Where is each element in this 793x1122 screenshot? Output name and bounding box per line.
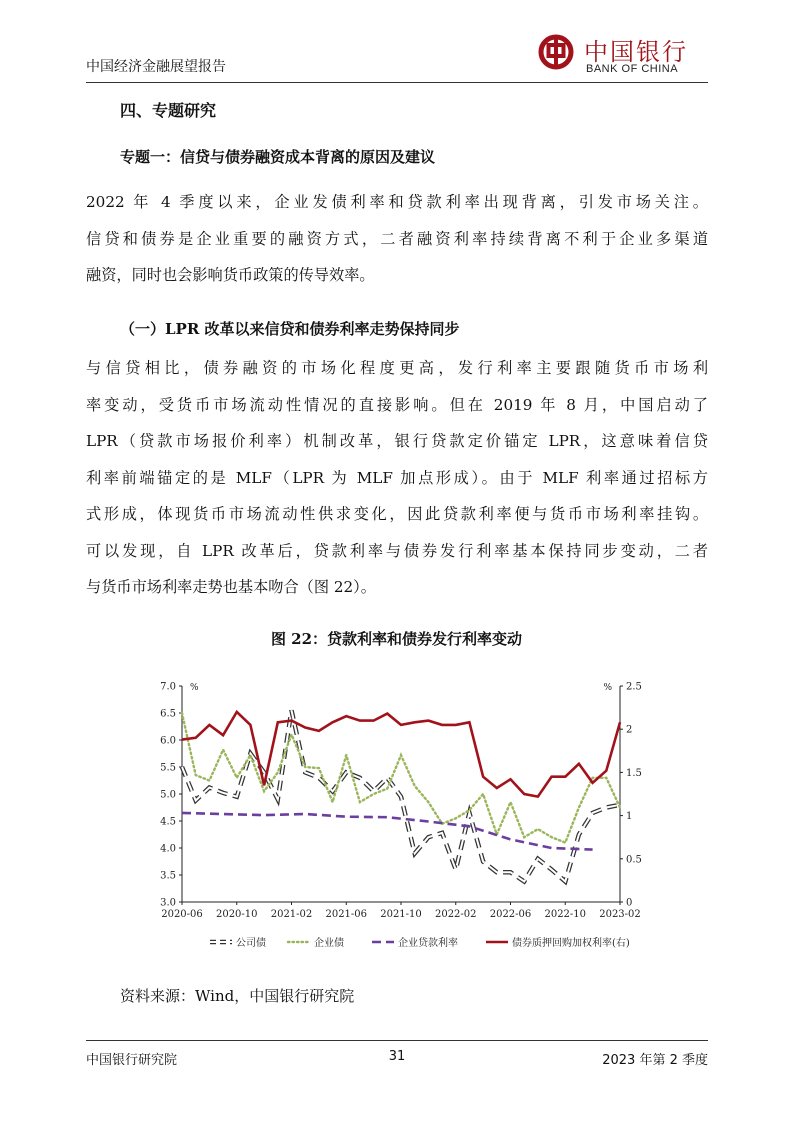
right-tick-label: 2.5 <box>626 681 642 693</box>
paragraph-line: 2022 年 4 季度以来，企业发债利率和贷款利率出现背离，引发市场关注。 <box>86 193 708 211</box>
right-tick-label: 1 <box>626 811 633 823</box>
left-tick-label: 5.5 <box>160 762 176 774</box>
figure-source: 资料来源：Wind，中国银行研究院 <box>120 987 355 1005</box>
left-tick-label: 7.0 <box>160 681 176 693</box>
x-tick-label: 2021-02 <box>270 909 313 920</box>
page-number: 31 <box>388 1049 406 1064</box>
x-tick-label: 2022-02 <box>434 909 477 920</box>
section-heading: 四、专题研究 <box>120 101 217 120</box>
paragraph-line: 与货币市场利率走势也基本吻合（图 22）。 <box>86 578 376 596</box>
bank-logo-icon <box>538 34 574 70</box>
series-line-0 <box>182 710 620 881</box>
topic-title: 专题一：信贷与债券融资成本背离的原因及建议 <box>120 148 436 166</box>
paragraph-line: 信贷和债券是企业重要的融资方式，二者融资利率持续背离不利于企业多渠道 <box>86 229 708 248</box>
page-header <box>86 30 708 83</box>
subsection-title: （一）LPR 改革以来信贷和债券利率走势保持同步 <box>120 320 460 338</box>
x-tick-label: 2020-10 <box>215 909 258 920</box>
left-tick-label: 6.5 <box>160 708 176 720</box>
series-line-2 <box>182 813 593 850</box>
paragraph-line: 融资，同时也会影响货币政策的传导效率。 <box>86 266 375 284</box>
x-tick-label: 2020-06 <box>161 909 203 920</box>
footer-institute: 中国银行研究院 <box>86 1053 178 1068</box>
right-tick-label: 0 <box>626 897 633 909</box>
left-unit-label: % <box>190 683 199 693</box>
x-tick-label: 2021-06 <box>325 909 368 920</box>
x-tick-label: 2022-06 <box>489 909 532 920</box>
figure-title: 图 22：贷款利率和债券发行利率变动 <box>270 630 523 648</box>
legend-label: 企业债 <box>314 938 344 949</box>
body-paragraph <box>86 350 708 606</box>
intro-paragraph <box>86 184 708 294</box>
legend-label: 公司债 <box>236 938 266 949</box>
right-tick-label: 2 <box>626 724 633 736</box>
x-tick-label: 2022-10 <box>544 909 587 920</box>
paragraph-line: 式形成，体现货币市场流动性供求变化，因此贷款利率便与货币市场利率挂钩。 <box>86 505 708 523</box>
left-tick-label: 4.5 <box>160 816 176 828</box>
right-tick-label: 0.5 <box>626 854 642 866</box>
left-tick-label: 4.0 <box>160 843 176 855</box>
logo-chinese-text: 中国银行 <box>584 38 688 66</box>
x-tick-label: 2023-02 <box>599 909 641 920</box>
legend-label: 债券质押回购加权利率(右) <box>512 938 630 949</box>
left-tick-label: 6.0 <box>160 735 176 747</box>
right-tick-label: 1.5 <box>626 767 642 779</box>
page-footer <box>86 1040 708 1071</box>
left-tick-label: 3.0 <box>160 897 176 909</box>
report-title: 中国经济金融展望报告 <box>86 59 226 75</box>
x-tick-label: 2021-10 <box>380 909 422 920</box>
rate-chart-svg <box>150 670 650 970</box>
right-unit-label: % <box>603 683 612 693</box>
left-tick-label: 5.0 <box>160 789 176 801</box>
paragraph-line: 利率前端锚定的是 MLF（LPR 为 MLF 加点形成）。由于 MLF 利率通过招标方 <box>86 468 708 487</box>
bank-logo <box>538 30 708 80</box>
paragraph-line: 可以发现，自 LPR 改革后，贷款利率与债券发行利率基本保持同步变动，二者 <box>86 541 708 560</box>
left-tick-label: 3.5 <box>160 870 176 882</box>
logo-english-text: BANK OF CHINA <box>586 63 679 75</box>
paragraph-line: 与信贷相比，债券融资的市场化程度更高，发行利率主要跟随货币市场利 <box>86 359 708 377</box>
rate-chart <box>150 670 650 970</box>
footer-period: 2023 年第 2 季度 <box>602 1053 708 1068</box>
paragraph-line: 率变动，受货币市场流动性情况的直接影响。但在 2019 年 8 月，中国启动了 <box>86 395 708 414</box>
paragraph-line: LPR（贷款市场报价利率）机制改革，银行贷款定价锚定 LPR，这意味着信贷 <box>86 432 708 450</box>
legend-label: 企业贷款利率 <box>398 938 458 949</box>
